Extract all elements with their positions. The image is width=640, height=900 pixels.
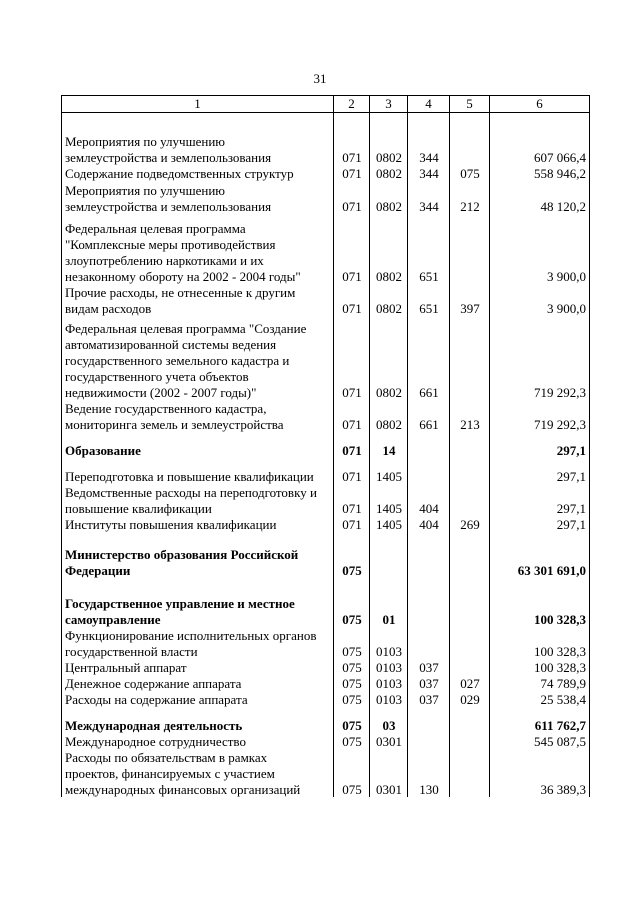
table-row [61, 750, 590, 766]
header-col-2: 2 [348, 96, 355, 111]
row-cell-c4: 651 [419, 269, 439, 284]
header-col-5: 5 [466, 96, 473, 111]
row-cell-c6: 25 538,4 [540, 692, 586, 707]
table-row [61, 469, 590, 485]
row-cell-c4: 130 [419, 782, 439, 797]
row-cell-c3: 0802 [376, 199, 402, 214]
row-cell-c6: 545 087,5 [534, 734, 586, 749]
table-row [61, 644, 590, 660]
row-description: повышение квалификации [65, 501, 212, 516]
row-description: Образование [65, 443, 141, 458]
table-row [61, 353, 590, 369]
header-col-6: 6 [536, 96, 543, 111]
table-row [61, 718, 590, 734]
row-description: Ведение государственного кадастра, [65, 401, 267, 416]
row-description: Мероприятия по улучшению [65, 134, 225, 149]
row-cell-c3: 0301 [376, 734, 402, 749]
row-cell-c6: 100 328,3 [534, 644, 586, 659]
row-cell-c3: 01 [382, 612, 396, 627]
row-cell-c4: 404 [419, 501, 439, 516]
row-description: Ведомственные расходы на переподготовку и [65, 485, 317, 500]
header-col-4: 4 [425, 96, 432, 111]
row-cell-c6: 3 900,0 [547, 301, 586, 316]
row-description: Международное сотрудничество [65, 734, 246, 749]
table-row [61, 485, 590, 501]
row-description: Денежное содержание аппарата [65, 676, 242, 691]
table-row [61, 501, 590, 517]
row-cell-c3: 0103 [376, 660, 402, 675]
row-cell-c2: 071 [342, 385, 362, 400]
table-row [61, 150, 590, 166]
row-description: недвижимости (2002 - 2007 годы)" [65, 385, 257, 400]
row-cell-c2: 071 [342, 469, 362, 484]
row-cell-c2: 075 [342, 676, 362, 691]
row-description: Государственное управление и местное [65, 596, 295, 611]
table-row [61, 199, 590, 215]
row-cell-c2: 075 [342, 612, 362, 627]
row-cell-c2: 075 [342, 782, 362, 797]
row-description: Прочие расходы, не отнесенные к другим [65, 285, 296, 300]
table-row [61, 221, 590, 237]
row-description: Федеральная целевая программа "Создание [65, 321, 307, 336]
page-number: 31 [313, 71, 327, 86]
row-cell-c5: 213 [460, 417, 480, 432]
row-cell-c4: 344 [419, 199, 439, 214]
row-cell-c5: 397 [460, 301, 480, 316]
row-description: Институты повышения квалификации [65, 517, 277, 532]
row-cell-c4: 344 [419, 150, 439, 165]
row-cell-c6: 36 389,3 [540, 782, 586, 797]
row-description: мониторинга земель и землеустройства [65, 417, 284, 432]
table-row [61, 782, 590, 798]
row-cell-c4: 037 [419, 692, 439, 707]
row-cell-c2: 071 [342, 417, 362, 432]
table-row [61, 166, 590, 182]
table-row [61, 676, 590, 692]
row-description: Министерство образования Российской [65, 547, 299, 562]
row-cell-c6: 719 292,3 [534, 385, 586, 400]
row-description: Международная деятельность [65, 718, 243, 733]
row-cell-c2: 075 [342, 660, 362, 675]
table-row [61, 301, 590, 317]
row-cell-c3: 0802 [376, 385, 402, 400]
row-description: Федеральная целевая программа [65, 221, 246, 236]
row-cell-c5: 029 [460, 692, 480, 707]
row-cell-c6: 607 066,4 [534, 150, 586, 165]
table-row [61, 183, 590, 199]
row-cell-c2: 071 [342, 301, 362, 316]
table-row [61, 517, 590, 533]
row-cell-c6: 3 900,0 [547, 269, 586, 284]
row-cell-c6: 74 789,9 [540, 676, 586, 691]
row-description: Функционирование исполнительных органов [65, 628, 317, 643]
row-cell-c6: 719 292,3 [534, 417, 586, 432]
row-cell-c4: 037 [419, 676, 439, 691]
row-cell-c6: 297,1 [556, 501, 586, 516]
row-description: злоупотреблению наркотиками и их [65, 253, 264, 268]
row-description: государственной власти [65, 644, 198, 659]
table-row [61, 253, 590, 269]
table-row [61, 766, 590, 782]
table-row [61, 612, 590, 628]
row-cell-c6: 558 946,2 [534, 166, 586, 181]
table-row [61, 660, 590, 676]
row-cell-c2: 075 [342, 718, 362, 733]
header-col-3: 3 [385, 96, 392, 111]
table-row [61, 692, 590, 708]
row-cell-c2: 075 [342, 644, 362, 659]
row-cell-c5: 212 [460, 199, 480, 214]
row-cell-c2: 071 [342, 269, 362, 284]
row-cell-c2: 071 [342, 517, 362, 532]
row-description: Расходы по обязательствам в рамках [65, 750, 268, 765]
table-row [61, 337, 590, 353]
row-description: государственного учета объектов [65, 369, 249, 384]
header-col-1: 1 [194, 96, 201, 111]
table-row [61, 385, 590, 401]
row-description: видам расходов [65, 301, 152, 316]
row-cell-c3: 0103 [376, 676, 402, 691]
table-row [61, 321, 590, 337]
row-cell-c2: 071 [342, 443, 362, 458]
row-description: "Комплексные меры противодействия [65, 237, 276, 252]
row-cell-c6: 611 762,7 [534, 718, 586, 733]
row-cell-c6: 48 120,2 [540, 199, 586, 214]
row-cell-c4: 661 [419, 385, 439, 400]
row-cell-c3: 1405 [376, 501, 402, 516]
row-description: автоматизированной системы ведения [65, 337, 277, 352]
row-cell-c6: 297,1 [556, 443, 586, 458]
table-row [61, 563, 590, 579]
row-cell-c4: 344 [419, 166, 439, 181]
row-cell-c2: 075 [342, 692, 362, 707]
row-description: землеустройства и землепользования [65, 150, 272, 165]
row-description: международных финансовых организаций [65, 782, 301, 797]
row-cell-c3: 14 [382, 443, 396, 458]
row-description: проектов, финансируемых с участием [65, 766, 275, 781]
row-cell-c3: 03 [382, 718, 396, 733]
row-cell-c6: 297,1 [556, 517, 586, 532]
row-cell-c5: 075 [460, 166, 480, 181]
row-cell-c4: 404 [419, 517, 439, 532]
row-cell-c4: 661 [419, 417, 439, 432]
row-cell-c3: 0802 [376, 166, 402, 181]
row-description: Федерации [65, 563, 131, 578]
row-cell-c6: 297,1 [556, 469, 586, 484]
header-separator [61, 112, 590, 113]
table-row [61, 628, 590, 644]
row-cell-c4: 651 [419, 301, 439, 316]
table-row [61, 443, 590, 459]
row-cell-c3: 0103 [376, 692, 402, 707]
row-description: Центральный аппарат [65, 660, 187, 675]
table-row [61, 285, 590, 301]
row-cell-c2: 071 [342, 501, 362, 516]
row-cell-c3: 0301 [376, 782, 402, 797]
row-description: Расходы на содержание аппарата [65, 692, 248, 707]
row-description: Переподготовка и повышение квалификации [65, 469, 314, 484]
row-description: Содержание подведомственных структур [65, 166, 294, 181]
row-cell-c3: 0802 [376, 417, 402, 432]
row-cell-c2: 075 [342, 734, 362, 749]
row-cell-c5: 269 [460, 517, 480, 532]
row-cell-c2: 071 [342, 166, 362, 181]
row-cell-c3: 0802 [376, 150, 402, 165]
row-cell-c2: 071 [342, 199, 362, 214]
row-cell-c2: 075 [342, 563, 362, 578]
row-cell-c5: 027 [460, 676, 480, 691]
row-cell-c3: 1405 [376, 469, 402, 484]
table-row [61, 401, 590, 417]
table-row [61, 596, 590, 612]
table-row [61, 237, 590, 253]
row-cell-c3: 0103 [376, 644, 402, 659]
row-cell-c6: 100 328,3 [534, 660, 586, 675]
row-cell-c2: 071 [342, 150, 362, 165]
table-row [61, 134, 590, 150]
table-row [61, 369, 590, 385]
row-description: самоуправление [65, 612, 161, 627]
row-cell-c3: 0802 [376, 269, 402, 284]
table-row [61, 547, 590, 563]
table-row [61, 734, 590, 750]
row-description: Мероприятия по улучшению [65, 183, 225, 198]
row-description: государственного земельного кадастра и [65, 353, 290, 368]
row-cell-c6: 63 301 691,0 [517, 563, 586, 578]
table-row [61, 269, 590, 285]
row-cell-c3: 1405 [376, 517, 402, 532]
row-cell-c3: 0802 [376, 301, 402, 316]
row-description: землеустройства и землепользования [65, 199, 272, 214]
row-cell-c6: 100 328,3 [534, 612, 586, 627]
row-cell-c4: 037 [419, 660, 439, 675]
row-description: незаконному обороту на 2002 - 2004 годы" [65, 269, 301, 284]
table-row [61, 417, 590, 433]
